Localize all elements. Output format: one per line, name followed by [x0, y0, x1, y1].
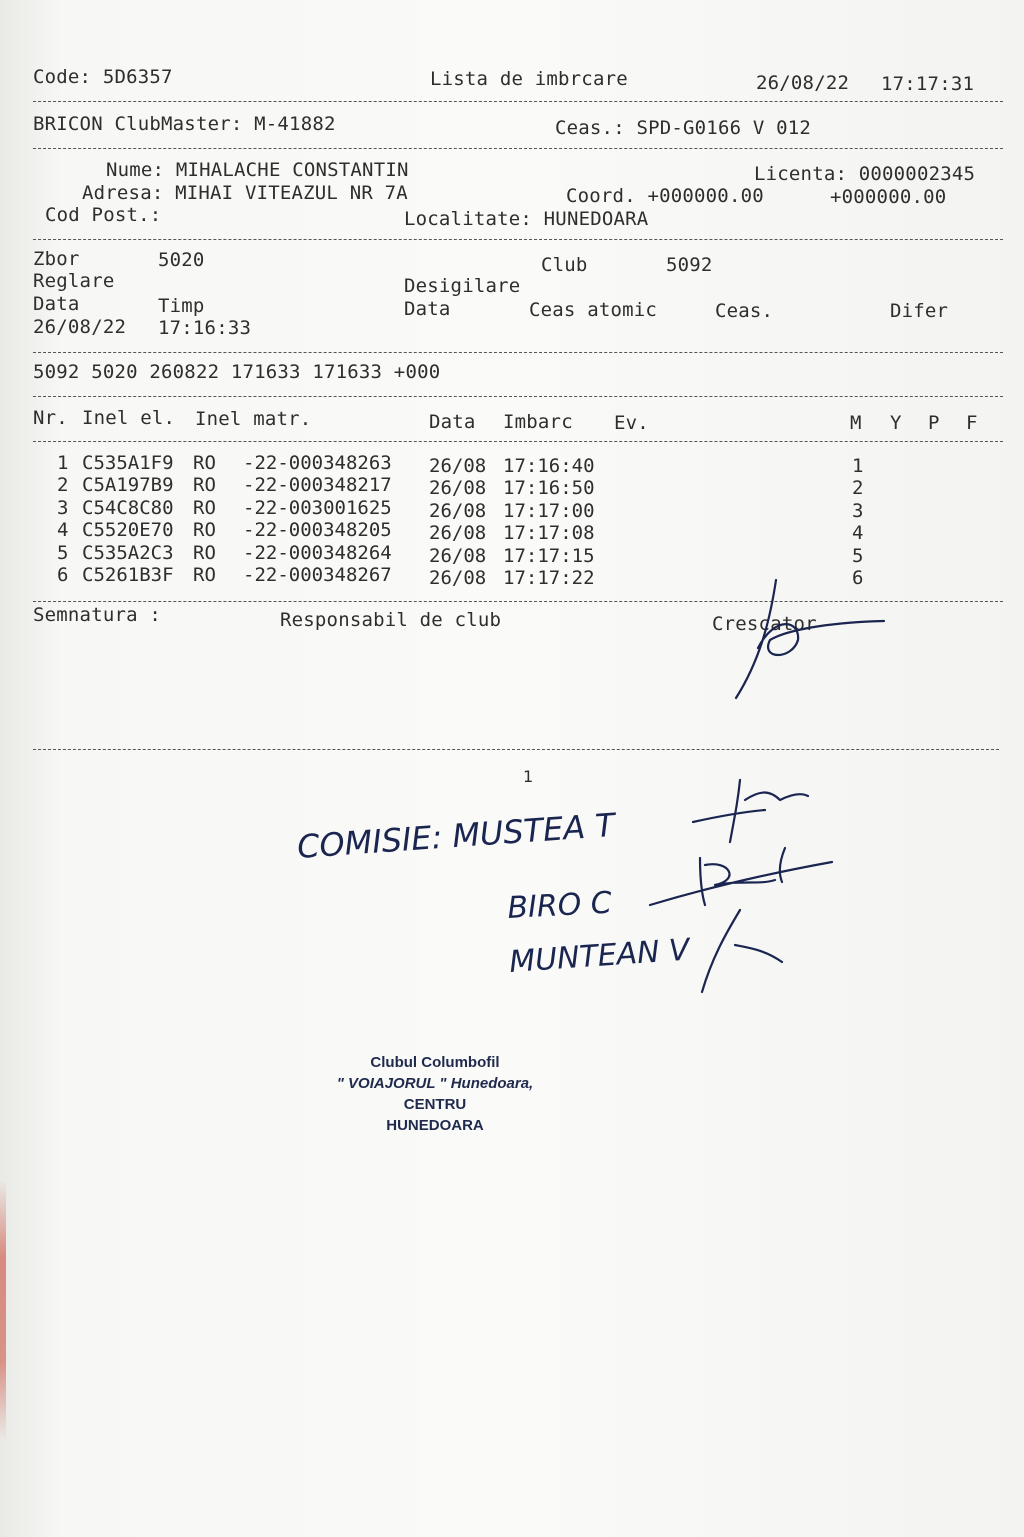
cell-m: 3 [852, 499, 864, 522]
cell-inel-el: C5520E70 [82, 519, 174, 542]
cell-inel-matr: -22-000348217 [243, 474, 392, 497]
club-value: 5092 [666, 254, 713, 276]
col-data: Data [429, 411, 476, 433]
cell-country: RO [193, 496, 216, 519]
stamp-line-3: CENTRU [403, 1096, 467, 1113]
cell-m: 5 [852, 544, 864, 567]
commission-line-3: MUNTEAN V [508, 932, 691, 980]
reglare-date: 26/08/22 [33, 316, 127, 338]
cell-imbarc: 17:17:22 [503, 567, 595, 589]
cell-data: 26/08 [429, 544, 487, 567]
breeder-signature [736, 580, 884, 698]
cell-country: RO [193, 474, 216, 497]
cell-m: 2 [852, 477, 864, 500]
cell-inel-el: C535A1F9 [82, 452, 174, 474]
stamp-line-1: Clubul Columbofil [370, 1054, 500, 1071]
col-nr: Nr. [33, 407, 68, 429]
zbor-label: Zbor [33, 248, 80, 270]
cell-m: 4 [852, 522, 864, 545]
desigilare-label: Desigilare [404, 275, 521, 297]
print-time: 17:17:31 [881, 73, 975, 95]
data-label: Data [33, 293, 80, 315]
cell-nr: 3 [57, 496, 69, 519]
cell-imbarc: 17:17:08 [503, 522, 595, 545]
cell-inel-matr: -22-000348264 [243, 541, 392, 564]
col-p: P [928, 412, 940, 434]
stamp-line-4: HUNEDOARA [386, 1117, 484, 1134]
col-f: F [966, 412, 978, 434]
cell-inel-matr: -22-003001625 [243, 496, 392, 519]
cell-inel-matr: -22-000348267 [243, 564, 392, 586]
reglare-time: 17:16:33 [158, 317, 252, 339]
difer-label: Difer [890, 300, 949, 322]
print-date: 26/08/22 [756, 72, 850, 94]
cell-imbarc: 17:16:40 [503, 455, 595, 477]
document-title: Lista de imbrcare [430, 68, 628, 90]
code-label: Code: 5D6357 [33, 66, 173, 88]
club-stamp [320, 1052, 550, 1136]
cell-data: 26/08 [429, 567, 487, 589]
cell-inel-el: C5A197B9 [82, 474, 174, 497]
col-inel-matr: Inel matr. [195, 408, 312, 430]
cell-nr: 2 [57, 474, 69, 497]
cell-nr: 1 [57, 452, 69, 474]
cell-data: 26/08 [429, 477, 487, 500]
zbor-value: 5020 [158, 249, 205, 271]
cell-country: RO [193, 519, 216, 542]
cell-imbarc: 17:17:00 [503, 499, 595, 522]
cell-m: 1 [852, 455, 864, 477]
clubmaster-id: BRICON ClubMaster: M-41882 [33, 113, 336, 135]
cell-country: RO [193, 564, 216, 586]
cell-m: 6 [852, 567, 864, 589]
clock-id: Ceas.: SPD-G0166 V 012 [555, 117, 812, 139]
cell-nr: 6 [57, 564, 69, 586]
owner-license: Licenta: 0000002345 [754, 163, 976, 185]
cell-nr: 4 [57, 519, 69, 542]
data2-label: Data [404, 298, 451, 320]
commission-line-2: BIRO C [506, 885, 613, 926]
cell-nr: 5 [57, 541, 69, 564]
col-m: M [850, 412, 862, 434]
owner-address: Adresa: MIHAI VITEAZUL NR 7A [82, 182, 408, 204]
cell-data: 26/08 [429, 522, 487, 545]
signature-label: Semnatura : [33, 604, 162, 626]
cell-data: 26/08 [429, 455, 487, 477]
owner-name: Nume: MIHALACHE CONSTANTIN [106, 159, 409, 181]
club-label: Club [541, 254, 588, 276]
commission-line-1: COMISIE: MUSTEA T [295, 805, 617, 866]
cell-country: RO [193, 541, 216, 564]
flight-summary-line: 5092 5020 260822 171633 171633 +000 [33, 361, 441, 383]
reglare-label: Reglare [33, 270, 115, 292]
col-imbarc: Imbarc [503, 411, 573, 433]
cell-inel-matr: -22-000348263 [243, 452, 392, 474]
cell-data: 26/08 [429, 499, 487, 522]
owner-locality: Localitate: HUNEDOARA [404, 208, 649, 230]
cell-inel-el: C5261B3F [82, 564, 174, 586]
cell-imbarc: 17:17:15 [503, 544, 595, 567]
page-number: 1 [523, 767, 534, 786]
ceas-label: Ceas. [715, 300, 774, 322]
stamp-line-2: " VOIAJORUL " Hunedoara, [336, 1075, 534, 1092]
ceas-atomic-label: Ceas atomic [529, 299, 658, 321]
timp-label: Timp [158, 295, 205, 317]
cell-inel-el: C54C8C80 [82, 496, 174, 519]
owner-coord: Coord. +000000.00 [566, 185, 764, 207]
cell-inel-el: C535A2C3 [82, 541, 174, 564]
breeder-label: Crescator [712, 613, 817, 635]
cell-inel-matr: -22-000348205 [243, 519, 392, 542]
commission-signature-1 [693, 780, 808, 842]
cell-country: RO [193, 452, 216, 474]
club-responsible-label: Responsabil de club [280, 609, 502, 631]
col-ev: Ev. [614, 412, 649, 434]
cell-imbarc: 17:16:50 [503, 477, 595, 500]
owner-coord-2: +000000.00 [830, 186, 947, 208]
col-y: Y [890, 412, 902, 434]
col-inel-el: Inel el. [82, 407, 176, 429]
commission-signature-3 [702, 910, 782, 992]
commission-signature-2 [650, 848, 832, 905]
owner-postcode: Cod Post.: [45, 204, 162, 226]
